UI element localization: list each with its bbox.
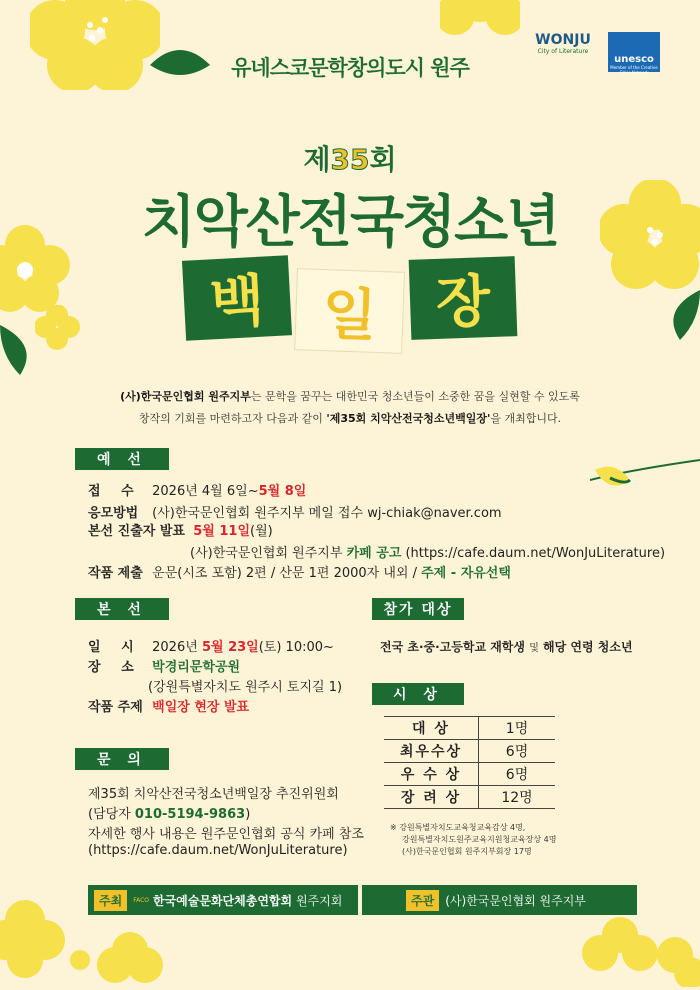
awards-table-wrap xyxy=(384,716,555,809)
final-date-day: 5월 23일 xyxy=(201,640,259,655)
wonju-logo xyxy=(528,32,598,55)
host-label: 주최 xyxy=(94,890,127,911)
eligibility-text xyxy=(380,638,633,655)
title-badge-2: 일 xyxy=(294,268,405,354)
method-email: wj-chiak@naver.com xyxy=(367,506,502,521)
announce-date: 5월 11일 xyxy=(193,524,251,539)
contact-line4: (https://cafe.daum.net/WonJuLiterature) xyxy=(88,843,348,858)
contact-line3: 자세한 행사 내용은 원주문인협회 공식 카페 참조 xyxy=(88,827,364,842)
final-date-row xyxy=(88,636,334,655)
intro-org: (사)한국문인협회 원주지부 xyxy=(120,390,251,403)
final-date-year: 2026년 xyxy=(152,640,198,655)
announce-day: (월) xyxy=(250,524,273,539)
prelim-method-row xyxy=(88,502,502,521)
unesco-logo-subtitle: Member of the Creative Cities Network xyxy=(610,65,658,75)
award-count: 6명 xyxy=(479,763,556,786)
contact-line2-pre: (담당자 xyxy=(88,807,135,822)
city-title: 유네스코문학창의도시 원주 xyxy=(231,56,469,80)
edition-number: 35 xyxy=(330,143,370,176)
receipt-dates: 2026년 4월 6일~ xyxy=(152,484,259,499)
final-place-address: (강원특별자치도 원주시 토지길 1) xyxy=(148,680,343,695)
intro-event-name: '제35회 치악산전국청소년백일장' xyxy=(326,412,491,425)
final-date-label: 일 시 xyxy=(88,640,142,655)
contact-phone: 010-5194-9863 xyxy=(134,807,246,822)
awards-notes xyxy=(390,822,556,858)
intro-line2-end: 을 개최합니다. xyxy=(490,412,562,425)
host-branch: 원주지회 xyxy=(295,893,343,908)
receipt-label: 접 수 xyxy=(88,484,142,499)
edition-suffix: 회 xyxy=(369,143,397,176)
unesco-logo-text: unesco xyxy=(614,54,654,65)
award-count: 12명 xyxy=(479,786,556,809)
final-theme-row xyxy=(88,696,249,715)
submit-label: 작품 제출 xyxy=(88,566,143,581)
eligibility-text-b: 및 xyxy=(529,643,539,654)
flower-decoration-bottom-right xyxy=(580,915,700,987)
announce-org: (사)한국문인협회 원주지부 xyxy=(190,546,343,561)
title-badge-3: 장 xyxy=(409,256,518,340)
announce-url: (https://cafe.daum.net/WonJuLiterature) xyxy=(405,546,666,561)
contact-line2-post: ) xyxy=(245,807,251,822)
organizer-org: (사)한국문인협회 원주지부 xyxy=(445,893,586,908)
title-badges xyxy=(0,258,700,349)
final-place-label: 장 소 xyxy=(88,660,142,675)
awards-note-1: ※ 강원특별자치도교육청교육감상 4명, xyxy=(390,823,526,832)
contact-line2 xyxy=(88,803,250,822)
final-place-row xyxy=(88,656,240,675)
host-bar xyxy=(88,885,358,915)
contact-line1: 제35회 치악산전국청소년백일장 추진위원회 xyxy=(88,787,339,802)
eligibility-text-a: 전국 초·중·고등학교 재학생 xyxy=(380,640,525,654)
prelim-receipt-row xyxy=(88,480,306,499)
eligibility-text-c: 해당 연령 청소년 xyxy=(543,640,633,654)
eligibility-header: 참가 대상 xyxy=(372,598,464,620)
host-org-sub: FACO xyxy=(133,896,149,904)
contact-header: 문 의 xyxy=(75,748,169,770)
awards-header: 시 상 xyxy=(372,683,464,705)
award-row xyxy=(384,763,555,786)
organizer-bar xyxy=(362,885,637,915)
award-row xyxy=(384,717,555,740)
prelim-announce-row xyxy=(88,520,273,539)
final-date-rest: (토) 10:00~ xyxy=(258,640,334,655)
awards-note-3: (사)한국문인협회 원주지부회장 17명 xyxy=(402,847,532,856)
edition-title xyxy=(0,138,700,178)
announce-label: 본선 진출자 발표 xyxy=(88,524,185,539)
final-place-name: 박경리문학공원 xyxy=(152,660,241,675)
awards-table xyxy=(384,716,555,809)
flower-decoration-top-right xyxy=(440,0,520,40)
wonju-logo-subtitle: City of Literature xyxy=(537,48,589,55)
prelim-announce-where-row xyxy=(190,542,665,561)
award-name: 대 상 xyxy=(384,717,479,740)
logo-group xyxy=(528,32,660,75)
wonju-logo-text: WONJU xyxy=(535,32,591,48)
award-count: 1명 xyxy=(479,717,556,740)
award-name: 최우수상 xyxy=(384,740,479,763)
final-header: 본 선 xyxy=(75,598,169,620)
organizer-label: 주관 xyxy=(406,890,439,911)
award-row xyxy=(384,740,555,763)
main-title: 치악산전국청소년 xyxy=(141,190,559,255)
intro-line2-start: 창작의 기회를 마련하고자 다음과 같이 xyxy=(138,412,327,425)
host-org: 한국예술문화단체총연합회 xyxy=(153,893,293,908)
final-theme-value: 백일장 현장 발표 xyxy=(152,700,250,715)
award-row xyxy=(384,786,555,809)
intro-line1: 는 문학을 꿈꾸는 대한민국 청소년들이 소중한 꿈을 실현할 수 있도록 xyxy=(250,390,580,403)
title-badge-1: 백 xyxy=(182,255,292,340)
final-theme-label: 작품 주제 xyxy=(88,700,143,715)
announce-where: 카페 공고 xyxy=(346,546,402,561)
award-name: 우 수 상 xyxy=(384,763,479,786)
edition-prefix: 제 xyxy=(303,143,331,176)
flower-bud-right xyxy=(590,440,700,500)
prelim-header: 예 선 xyxy=(75,448,169,470)
method-value: (사)한국문인협회 원주지부 메일 접수 xyxy=(152,506,364,521)
method-label: 응모방법 xyxy=(88,506,139,521)
receipt-end-date: 5월 8일 xyxy=(258,484,307,499)
submit-theme: 주제 - 자유선택 xyxy=(421,566,511,581)
award-count: 6명 xyxy=(479,740,556,763)
intro-paragraph xyxy=(60,386,640,430)
unesco-logo xyxy=(608,32,660,75)
award-name: 장 려 상 xyxy=(384,786,479,809)
prelim-submit-row xyxy=(88,562,511,581)
submit-value: 운문(시조 포함) 2편 / 산문 1편 2000자 내외 / xyxy=(152,566,417,581)
awards-note-2: 강원특별자치도원주교육지원청교육장상 4명 xyxy=(402,835,557,844)
